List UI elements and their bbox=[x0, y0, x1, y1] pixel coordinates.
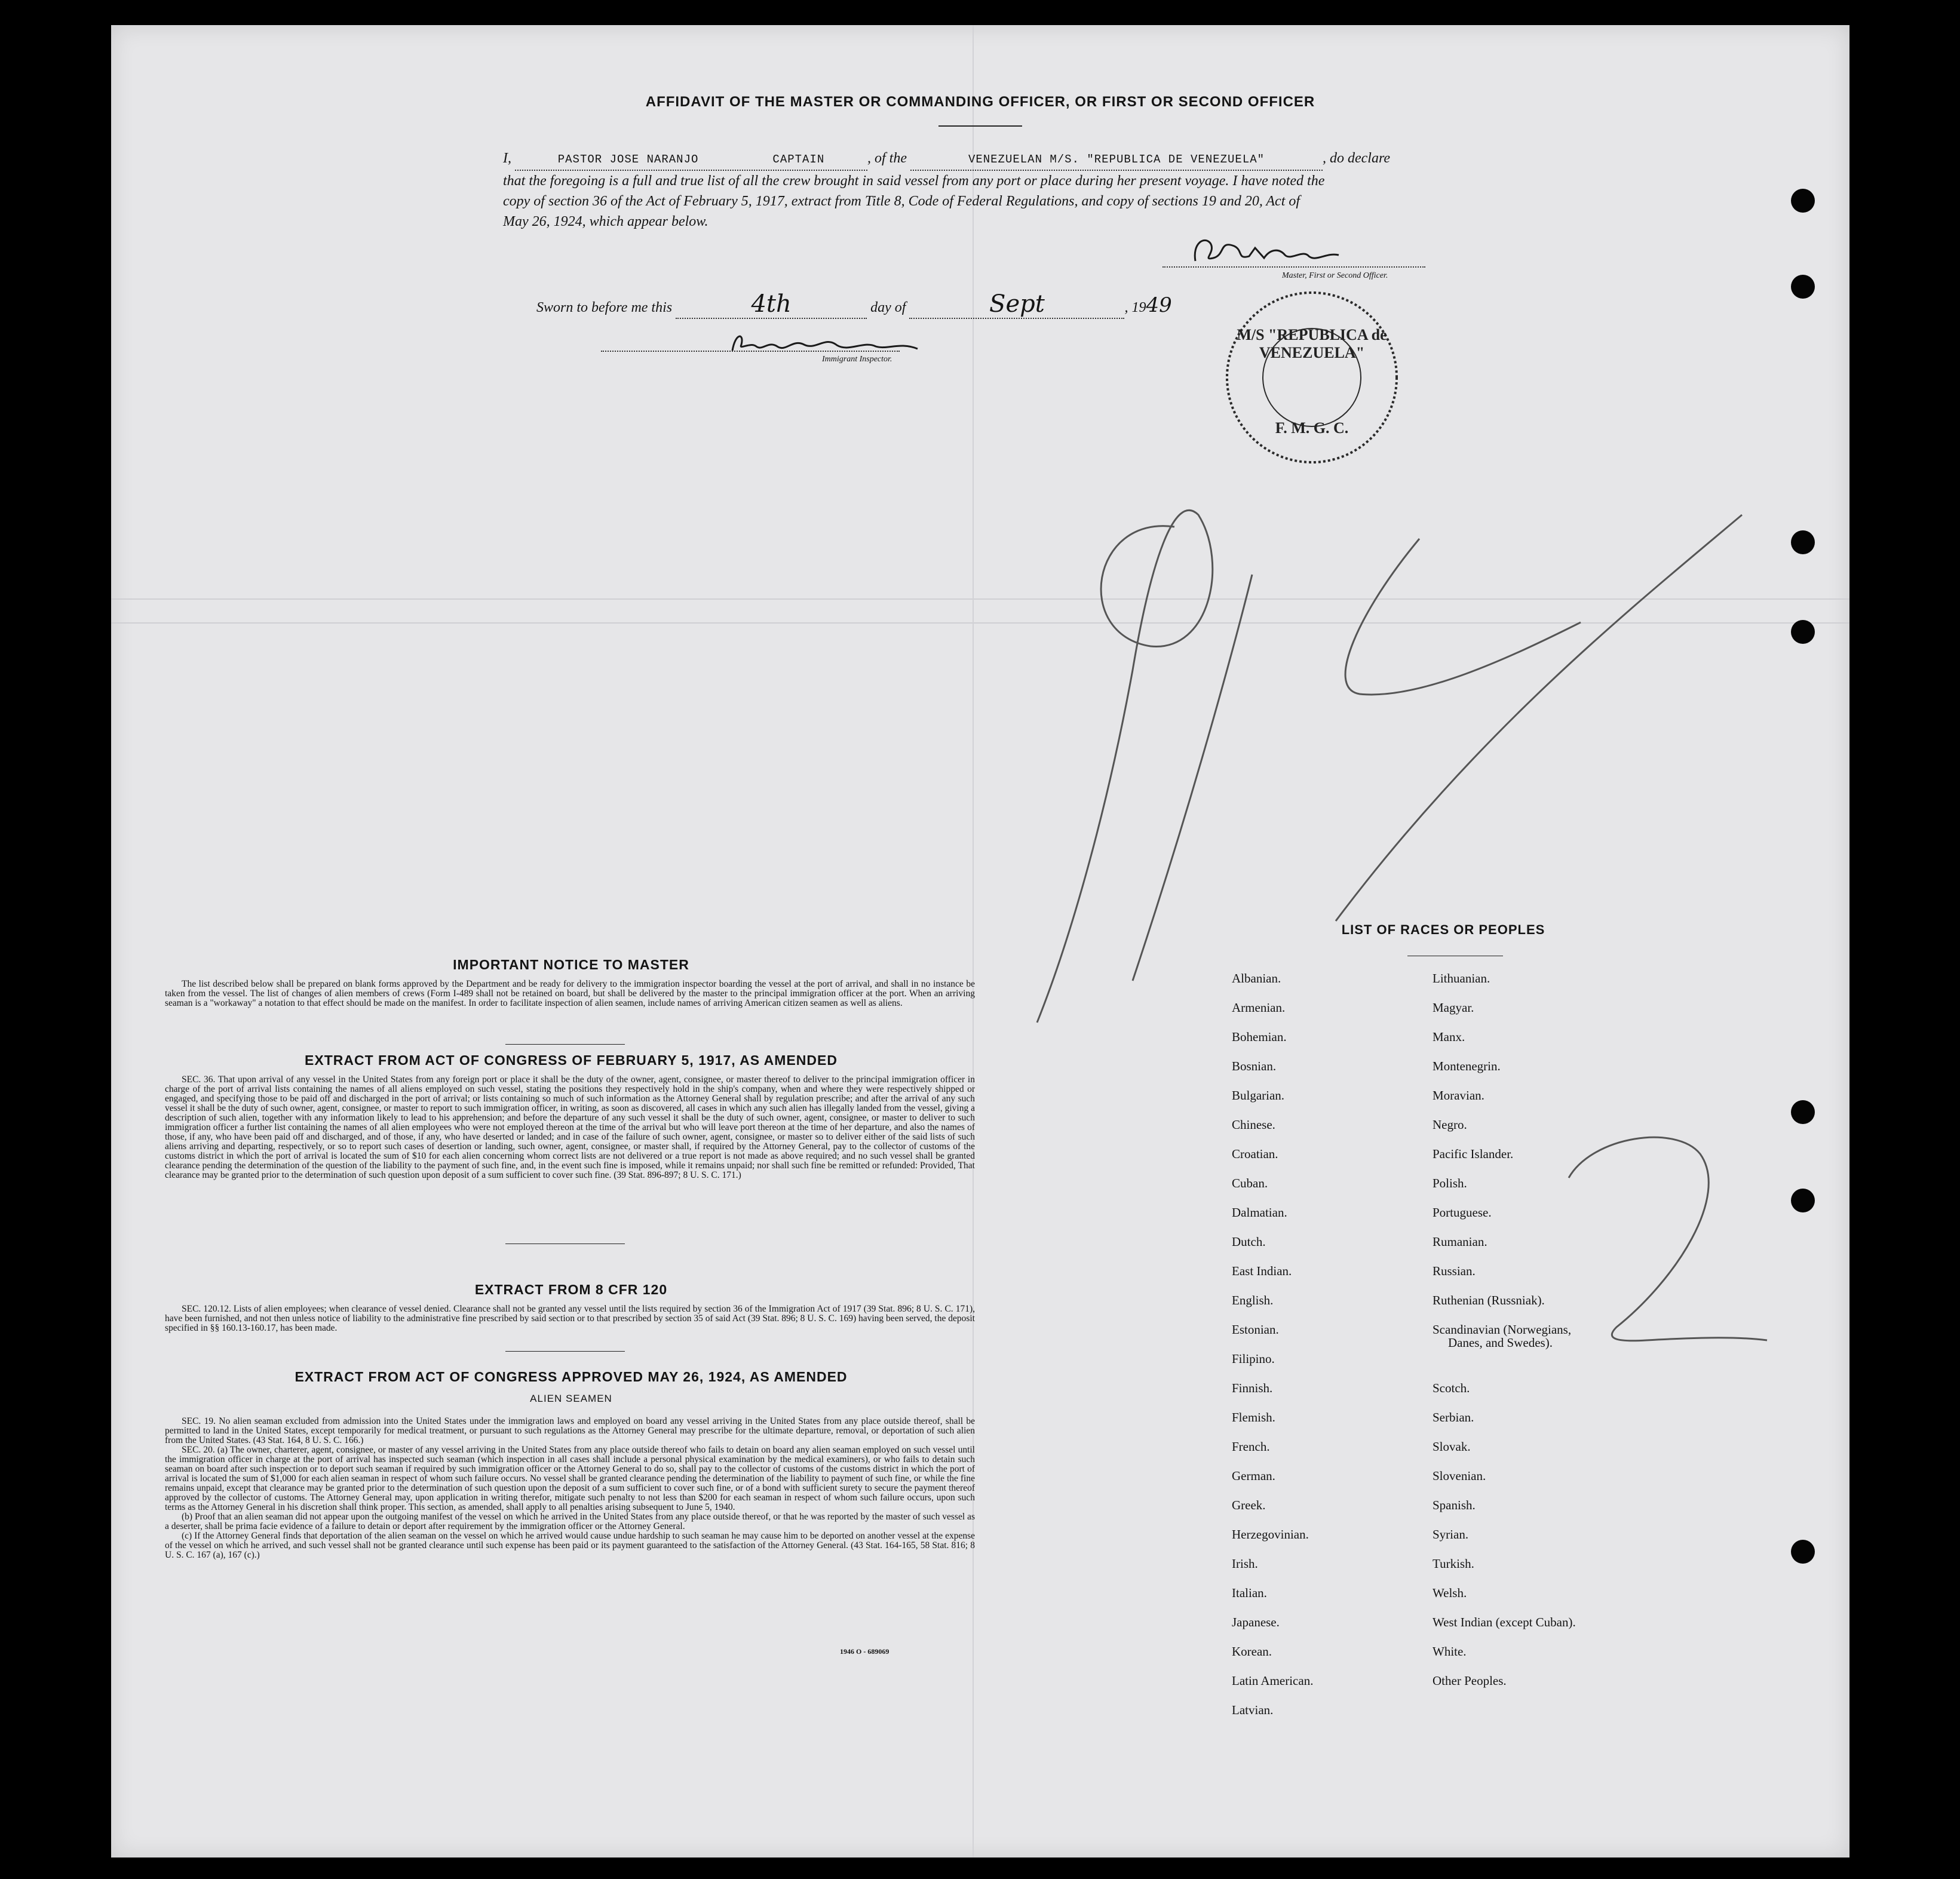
extract-1924-sec20c: (c) If the Attorney General finds that deportation of the alien seaman on the vessel on which he arrived would cause undue hardship to such seaman he may cause him to be deported on another vessel at the expense of the vessel on which he arrived, and such vessel shall not be granted clearance until such expense has been paid or its payment guaranteed to the satisfaction of the Attorney General. (43 Stat. 164-165, 58 Stat. 816; 8 U. S. C. 167 (a), 167 (c).) bbox=[165, 1531, 975, 1560]
race-item: Spanish. bbox=[1433, 1498, 1476, 1512]
stamp-text: M/S "REPUBLICA de VENEZUELA" bbox=[1237, 326, 1387, 361]
race-item: Greek. bbox=[1232, 1498, 1266, 1512]
race-item: White. bbox=[1433, 1644, 1467, 1659]
races-title: LIST OF RACES OR PEOPLES bbox=[1341, 922, 1545, 937]
affidavit-text bbox=[503, 148, 1471, 232]
notice-paragraph: The list described below shall be prepared on blank forms approved by the Department and be ready for delivery to the immigration inspector boarding the vessel at the port of arrival, and shall in no instance be taken from the vessel. The list of changes of alien members of crews (Form I-489 shall not be retained on board, but shall be delivered by the master to the principal immigration officer at the port. When an arriving seaman is a "workaway" a notation to that effect should be made on the manifest. In order to facilitate inspection of alien seamen, include names of arriving American citizen seamen as well as aliens. bbox=[165, 979, 975, 1008]
print-code: 1946 O - 689069 bbox=[840, 1647, 889, 1656]
race-item: Cuban. bbox=[1232, 1176, 1268, 1190]
races-list bbox=[1232, 971, 1662, 1748]
vessel-name: VENEZUELAN M/S. "REPUBLICA DE VENEZUELA" bbox=[910, 149, 1323, 171]
affidavit-title: AFFIDAVIT OF THE MASTER OR COMMANDING OFFICER, OR FIRST OR SECOND OFFICER bbox=[645, 94, 1315, 110]
affidavit-line-3: copy of section 36 of the Act of February 5, 1917, extract from Title 8, Code of Federal Regulations, and copy of sections 19 and 20, Act of bbox=[503, 194, 1300, 209]
officer-rank: CAPTAIN bbox=[772, 153, 825, 166]
section-rule bbox=[505, 1351, 625, 1352]
race-item: Filipino. bbox=[1232, 1352, 1275, 1366]
sworn-line bbox=[536, 290, 1172, 319]
race-item: Syrian. bbox=[1433, 1527, 1469, 1542]
stamp-bottom: F. M. G. C. bbox=[1275, 419, 1349, 437]
race-item: Estonian. bbox=[1232, 1322, 1279, 1337]
punch-hole bbox=[1791, 620, 1815, 644]
race-item: Pacific Islander. bbox=[1433, 1147, 1514, 1161]
punch-hole bbox=[1791, 189, 1815, 213]
race-item: Portuguese. bbox=[1433, 1205, 1492, 1220]
race-item: Irish. bbox=[1232, 1556, 1258, 1571]
race-item: Magyar. bbox=[1433, 1000, 1474, 1015]
race-item: Other Peoples. bbox=[1433, 1674, 1507, 1688]
race-item: Ruthenian (Russniak). bbox=[1433, 1293, 1545, 1307]
race-item: Bohemian. bbox=[1232, 1030, 1287, 1044]
sworn-label: Sworn to before me this bbox=[536, 300, 673, 315]
race-item: Latvian. bbox=[1232, 1703, 1274, 1717]
sworn-month: Sept bbox=[989, 290, 1045, 318]
extract-cfr-body bbox=[165, 1304, 975, 1333]
race-item: Slovak. bbox=[1433, 1439, 1471, 1454]
race-item: Armenian. bbox=[1232, 1000, 1286, 1015]
race-item: Korean. bbox=[1232, 1644, 1272, 1659]
ship-stamp bbox=[1222, 288, 1401, 467]
section-rule bbox=[505, 1044, 625, 1045]
race-item: Russian. bbox=[1433, 1264, 1476, 1278]
punch-hole bbox=[1791, 1189, 1815, 1212]
race-item: Serbian. bbox=[1433, 1410, 1474, 1424]
race-item: Scandinavian (Norwegians, bbox=[1433, 1322, 1572, 1337]
race-item: Danes, and Swedes). bbox=[1448, 1335, 1553, 1350]
punch-hole bbox=[1791, 1100, 1815, 1124]
race-item: Japanese. bbox=[1232, 1615, 1280, 1629]
handwritten-number-text bbox=[1007, 491, 1008, 492]
race-item: Albanian. bbox=[1232, 971, 1281, 985]
extract-1924-title: EXTRACT FROM ACT OF CONGRESS APPROVED MAY 26, 1924, AS AMENDED bbox=[295, 1369, 848, 1384]
race-item: Bulgarian. bbox=[1232, 1088, 1285, 1103]
race-item: Dutch. bbox=[1232, 1235, 1266, 1249]
sworn-day: 4th bbox=[751, 290, 792, 318]
race-item: Scotch. bbox=[1433, 1381, 1470, 1395]
master-signature-line bbox=[1162, 266, 1425, 268]
inspector-signature bbox=[720, 324, 947, 360]
race-item: Welsh. bbox=[1433, 1586, 1467, 1600]
officer-name: PASTOR JOSE NARANJO bbox=[557, 153, 699, 166]
race-item: Italian. bbox=[1232, 1586, 1267, 1600]
race-item: Polish. bbox=[1433, 1176, 1467, 1190]
extract-1924-sec20a: SEC. 20. (a) The owner, charterer, agent, consignee, or master of any vessel arriving in the United States from any place outside thereof who fails to detain on board any alien seaman employed on such vessel until the immigration officer in charge at the port of arrival has inspected such seaman (which inspection in all cases shall include a personal physical examination by the medical examiners), or who fails to detain such seaman on board after such inspection or to deport such seaman if required by such immigration officer or the Attorney General to do so, shall pay to the collector of customs of the customs district in which the port of arrival is located the sum of $1,000 for each alien seaman in respect of whom such failure occurs. No vessel shall be granted clearance pending the determination of the liability to payment of such fine, or while the fine remains unpaid, except that clearance may be granted prior to the determination of such question upon the deposit of a sum sufficient to cover such fine, or of a bond with sufficient surety to secure the payment thereof approved by the collector of customs. The Attorney General may, upon application in writing therefor, mitigate such penalty to not less than $200 for each seaman in respect of whom such failure occurs, upon such terms as the Attorney General in his discretion shall think proper. This section, as amended, shall apply to all penalties arising subsequent to June 5, 1940. bbox=[165, 1445, 975, 1512]
race-item: Rumanian. bbox=[1433, 1235, 1487, 1249]
handwritten-number bbox=[1001, 491, 1790, 1028]
race-item: West Indian (except Cuban). bbox=[1433, 1615, 1576, 1629]
of-the-label: , of the bbox=[867, 151, 907, 166]
day-of-label: day of bbox=[870, 300, 906, 315]
race-item: Manx. bbox=[1433, 1030, 1465, 1044]
extract-cfr-title: EXTRACT FROM 8 CFR 120 bbox=[474, 1282, 668, 1297]
extract-1924-sec20b: (b) Proof that an alien seaman did not appear upon the outgoing manifest of the vessel on which he arrived in the United States from any place outside thereof, or that he was reported by the master of such vessel as a deserter, shall be prima facie evidence of a failure to detain or deport after requirement by the immigration officer or the Attorney General. bbox=[165, 1512, 975, 1531]
inspector-caption: Immigrant Inspector. bbox=[822, 355, 892, 364]
race-item: Herzegovinian. bbox=[1232, 1527, 1309, 1542]
notice-title: IMPORTANT NOTICE TO MASTER bbox=[453, 957, 689, 972]
extract-1917-paragraph: SEC. 36. That upon arrival of any vessel in the United States from any foreign port or place it shall be the duty of the owner, agent, consignee, or master thereof to deliver to the principal immigration officer in charge of the port of arrival lists containing the names of all aliens employed on such vessel, stating the positions they respectively hold in the ship's company, when and where they were respectively shipped or engaged, and specifying those to be paid off and discharged in the port of arrival; or lists containing so much of such information as the Attorney General shall by regulation prescribe; and after the arrival of any such vessel it shall be the duty of such owner, agent, consignee, or master to report to such immigration officer, in writing, as soon as discovered, all cases in which any such alien has illegally landed from the vessel, giving a description of such alien, together with any information likely to lead to his apprehension; and before the departure of any such vessel it shall be the duty of such owner, agent, consignee, or master to deliver to such immigration officer a further list containing the names of all alien employees who were not employed thereon at the time of the arrival but who will leave port thereon at the time of her departure, and also the names of those, if any, who have been paid off and discharged, and of those, if any, who have deserted or landed; and in case of the failure of such owner, agent, consignee, or master so to deliver either of the said lists of such aliens arriving and departing, respectively, or so to report such cases of desertion or landing, such owner, agent, consignee, or master shall, if required by the Attorney General, pay to the collector of customs of the customs district in which the port of arrival is located the sum of $10 for each alien concerning whom correct lists are not delivered or a true report is not made as above required; and no such vessel shall be granted clearance pending the determination of the question of the liability to the payment of such fine, and, in the event such fine is imposed, while it remains unpaid; nor shall such fine be remitted or refunded: Provided, That clearance may be granted prior to the determination of such question upon deposit of a sum sufficient to cover such fine. (39 Stat. 896-897; 8 U. S. C. 171.) bbox=[165, 1074, 975, 1180]
year-prefix: , 19 bbox=[1124, 300, 1146, 315]
document-page bbox=[111, 25, 1849, 1857]
sworn-year: 49 bbox=[1146, 293, 1172, 317]
extract-1924-body bbox=[165, 1417, 975, 1560]
race-item: Turkish. bbox=[1433, 1556, 1474, 1571]
notice-body bbox=[165, 980, 975, 1008]
affidavit-line-2: that the foregoing is a full and true list of all the crew brought in said vessel from any port or place during her present voyage. I have noted the bbox=[503, 173, 1325, 189]
race-item: Dalmatian. bbox=[1232, 1205, 1287, 1220]
race-item: Flemish. bbox=[1232, 1410, 1275, 1424]
punch-hole bbox=[1791, 1540, 1815, 1564]
races-right-column bbox=[1433, 971, 1671, 1748]
race-item: German. bbox=[1232, 1469, 1275, 1483]
race-item: Croatian. bbox=[1232, 1147, 1278, 1161]
races-left-column bbox=[1232, 971, 1429, 1748]
race-item: East Indian. bbox=[1232, 1264, 1292, 1278]
extract-1917-title: EXTRACT FROM ACT OF CONGRESS OF FEBRUARY 5, 1917, AS AMENDED bbox=[305, 1052, 838, 1068]
master-caption: Master, First or Second Officer. bbox=[1282, 271, 1388, 280]
do-declare-label: , do declare bbox=[1323, 151, 1391, 166]
race-item: Negro. bbox=[1433, 1117, 1467, 1132]
extract-1924-sec19: SEC. 19. No alien seaman excluded from admission into the United States under the immigration laws and employed on board any vessel arriving in the United States from any place outside thereof, shall be permitted to land in the United States, except temporarily for medical treatment, or pursuant to such regulations as the Attorney General may prescribe for the ultimate departure, removal, or deportation of such alien from the United States. (43 Stat. 164, 8 U. S. C. 166.) bbox=[165, 1416, 975, 1445]
race-item: French. bbox=[1232, 1439, 1270, 1454]
affidavit-line-4: May 26, 1924, which appear below. bbox=[503, 214, 708, 229]
race-item: Moravian. bbox=[1433, 1088, 1484, 1103]
i-label: I, bbox=[503, 151, 511, 166]
extract-1924-subtitle: ALIEN SEAMEN bbox=[530, 1393, 612, 1404]
race-item: Montenegrin. bbox=[1433, 1059, 1501, 1073]
race-item: Lithuanian. bbox=[1433, 971, 1490, 985]
punch-hole bbox=[1791, 275, 1815, 299]
race-item: Bosnian. bbox=[1232, 1059, 1277, 1073]
punch-hole bbox=[1791, 530, 1815, 554]
extract-1917-body bbox=[165, 1075, 975, 1180]
extract-cfr-paragraph: SEC. 120.12. Lists of alien employees; when clearance of vessel denied. Clearance shall not be granted any vessel until the lists required by section 36 of the Immigration Act of 1917 (39 Stat. 896; 8 U. S. C. 171), have been furnished, and not then unless notice of liability to the administrative fine prescribed by said section or to that prescribed by section 35 of said Act (39 Stat. 896; 8 U. S. C. 169) having been served, the deposit specified in §§ 160.13-160.17, has been made. bbox=[165, 1304, 975, 1333]
title-rule bbox=[938, 125, 1022, 127]
inspector-signature-line bbox=[601, 351, 900, 352]
race-item: Chinese. bbox=[1232, 1117, 1275, 1132]
race-item: Slovenian. bbox=[1433, 1469, 1486, 1483]
race-item: Latin American. bbox=[1232, 1674, 1314, 1688]
race-item: English. bbox=[1232, 1293, 1274, 1307]
race-item: Finnish. bbox=[1232, 1381, 1273, 1395]
